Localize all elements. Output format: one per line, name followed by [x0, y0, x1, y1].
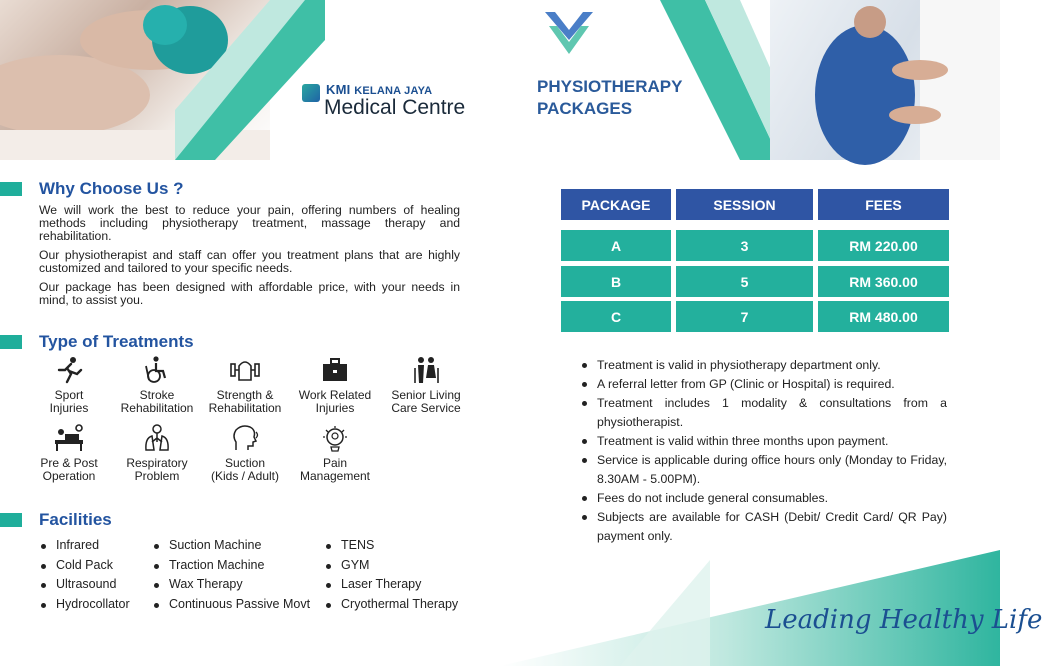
facility-item: Ultrasound — [39, 575, 130, 595]
head-suction-icon — [230, 424, 260, 452]
table-cell-fees: RM 220.00 — [818, 230, 949, 261]
facilities-title: Facilities — [39, 510, 112, 529]
treatment-suction: Suction (Kids / Adult) — [200, 424, 290, 483]
strength-icon — [229, 356, 261, 384]
wheelchair-icon — [143, 356, 171, 384]
treatment-stroke-rehabilitation: Stroke Rehabilitation — [112, 356, 202, 415]
treatment-strength-rehabilitation: Strength & Rehabilitation — [200, 356, 290, 415]
term-item: Fees do not include general consumables. — [580, 489, 947, 508]
table-cell-session: 5 — [676, 266, 813, 297]
term-item: A referral letter from GP (Clinic or Hospital) is required. — [580, 375, 947, 394]
logo-brand: KMI — [326, 82, 351, 97]
term-item: Service is applicable during office hours only (Monday to Friday, 8.30AM - 5.00PM). — [580, 451, 947, 489]
briefcase-icon — [321, 356, 349, 384]
table-cell-package: B — [561, 266, 671, 297]
treatment-respiratory-problem: Respiratory Problem — [112, 424, 202, 483]
kmi-logo-icon — [302, 84, 320, 102]
facility-item: Laser Therapy — [324, 575, 458, 595]
table-cell-session: 3 — [676, 230, 813, 261]
table-cell-fees: RM 360.00 — [818, 266, 949, 297]
logo-name: Medical Centre — [324, 96, 466, 119]
why-paragraph-2: Our physiotherapist and staff can offer you treatment plans that are highly customized and tailored to your specific needs. — [39, 248, 460, 275]
surgery-icon — [53, 424, 85, 452]
treatment-pain-management: Pain Management — [290, 424, 380, 483]
table-cell-package: C — [561, 301, 671, 332]
package-terms-list — [580, 356, 947, 546]
facility-item: Hydrocollator — [39, 595, 130, 615]
why-paragraph-3: Our package has been designed with affordable price, with your needs in mind, to assist you. — [39, 280, 460, 307]
lungs-icon — [142, 424, 172, 452]
section-marker — [0, 335, 22, 349]
facility-item: Wax Therapy — [152, 575, 310, 595]
facilities-list-2 — [152, 536, 310, 614]
treatment-senior-living-care: Senior Living Care Service — [381, 356, 471, 415]
facility-item: Suction Machine — [152, 536, 310, 556]
table-cell-fees: RM 480.00 — [818, 301, 949, 332]
treatments-title: Type of Treatments — [39, 332, 194, 351]
facilities-list-3 — [324, 536, 458, 614]
why-paragraph-1: We will work the best to reduce your pain, offering numbers of healing methods including physiotherapy treatment, massage therapy and rehabilitation. — [39, 203, 460, 243]
facility-item: Traction Machine — [152, 556, 310, 576]
term-item: Subjects are available for CASH (Debit/ Credit Card/ QR Pay) payment only. — [580, 508, 947, 546]
brand-chevron-icon — [545, 8, 593, 56]
hero-photo-back-exam — [770, 0, 1000, 160]
pain-head-icon — [320, 424, 350, 452]
table-header-fees: FEES — [818, 189, 949, 220]
seniors-icon — [411, 356, 441, 384]
table-header-package: PACKAGE — [561, 189, 671, 220]
section-marker — [0, 182, 22, 196]
term-item: Treatment includes 1 modality & consultations from a physiotherapist. — [580, 394, 947, 432]
treatment-sport-injuries: Sport Injuries — [24, 356, 114, 415]
table-cell-session: 7 — [676, 301, 813, 332]
facilities-list-1 — [39, 536, 130, 614]
table-header-session: SESSION — [676, 189, 813, 220]
term-item: Treatment is valid within three months upon payment. — [580, 432, 947, 451]
tagline: Leading Healthy Life — [765, 605, 1042, 635]
page-title: PHYSIOTHERAPY PACKAGES — [537, 77, 683, 118]
why-title: Why Choose Us ? — [39, 179, 184, 198]
term-item: Treatment is valid in physiotherapy department only. — [580, 356, 947, 375]
table-cell-package: A — [561, 230, 671, 261]
treatment-work-related-injuries: Work Related Injuries — [290, 356, 380, 415]
facility-item: TENS — [324, 536, 458, 556]
kmi-logo — [302, 82, 492, 122]
logo-location: KELANA JAYA — [354, 85, 433, 97]
section-marker — [0, 513, 22, 527]
facility-item: Cold Pack — [39, 556, 130, 576]
facility-item: Cryothermal Therapy — [324, 595, 458, 615]
footer-teal-wave — [500, 540, 1000, 666]
facility-item: Infrared — [39, 536, 130, 556]
teal-wedge-right — [660, 0, 780, 160]
facility-item: GYM — [324, 556, 458, 576]
facility-item: Continuous Passive Movt — [152, 595, 310, 615]
running-icon — [55, 356, 83, 384]
teal-wedge-left — [175, 0, 325, 160]
treatment-pre-post-operation: Pre & Post Operation — [24, 424, 114, 483]
